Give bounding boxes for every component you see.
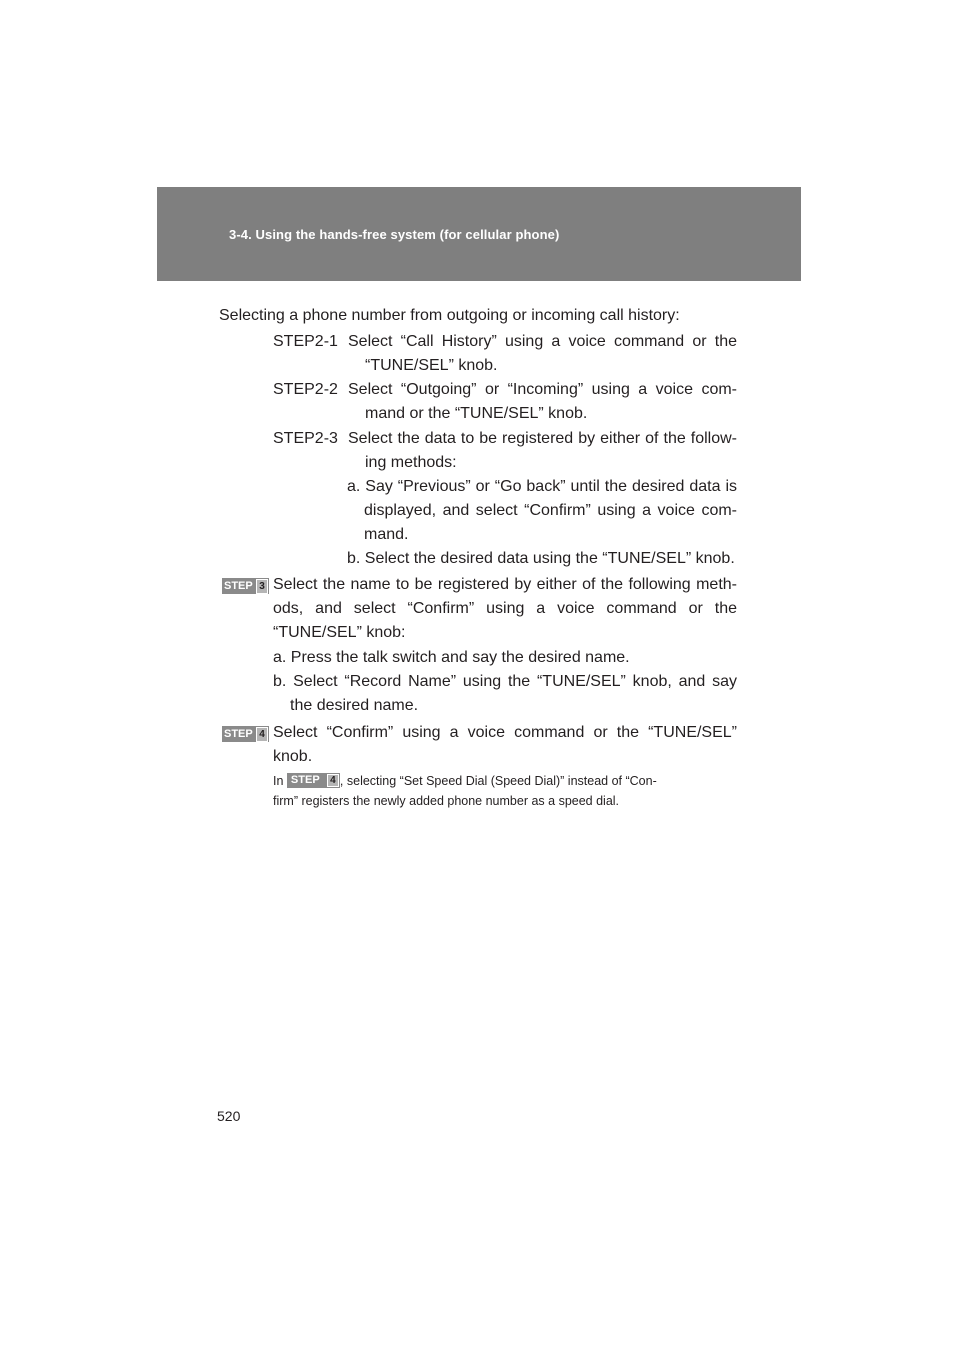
step2-3-line2: ing methods: (365, 454, 457, 471)
note-badge-number: 4 (327, 774, 339, 787)
note-badge-word: STEP (290, 774, 320, 786)
chapter-title: 3-4. Using the hands-free system (for cellular phone) (229, 227, 560, 242)
step3-badge (222, 578, 269, 594)
step3-option-b: b. Select “Record Name” using the “TUNE/SEL” knob, and say the desired name. (273, 673, 737, 714)
page-number: 520 (217, 1108, 241, 1124)
step2-1-line1: Select “Call History” using a voice command or the (348, 333, 737, 350)
step2-1-label: STEP2-1 (273, 333, 338, 350)
step4-badge-number: 4 (256, 727, 268, 742)
step2-2-label: STEP2-2 (273, 381, 338, 398)
step2-2-line2: mand or the “TUNE/SEL” knob. (365, 405, 588, 422)
step4-badge-word: STEP (224, 728, 253, 740)
step2-1-line2: “TUNE/SEL” knob. (365, 357, 498, 374)
step3-badge-word: STEP (224, 580, 253, 592)
step3-text: Select the name to be registered by either of the following meth-ods, and select “Confirm” using a voice command or the “TUNE/SEL” knob: (273, 576, 737, 641)
step4-text: Select “Confirm” using a voice command or the “TUNE/SEL” knob. (273, 724, 737, 765)
note-prefix: In (273, 774, 284, 788)
step2-2-line1: Select “Outgoing” or “Incoming” using a voice com- (348, 381, 737, 398)
step3-badge-number: 3 (256, 579, 268, 594)
note-step4-badge (287, 773, 340, 788)
step2-3-option-b: b. Select the desired data using the “TUNE/SEL” knob. (347, 550, 735, 567)
note-line1 (273, 771, 657, 791)
step2-3-label: STEP2-3 (273, 430, 338, 447)
step4-badge (222, 726, 269, 742)
note-line2: firm” registers the newly added phone number as a speed dial. (273, 794, 620, 808)
chapter-header (157, 187, 801, 281)
step3-option-a: a. Press the talk switch and say the desired name. (273, 649, 630, 666)
intro-text: Selecting a phone number from outgoing or incoming call history: (219, 307, 680, 324)
step2-3-line1: Select the data to be registered by either of the follow- (348, 430, 737, 447)
step2-3-option-a: a. Say “Previous” or “Go back” until the desired data is displayed, and select “Confirm” using a voice com-mand. (347, 478, 737, 543)
note-line1-rest: , selecting “Set Speed Dial (Speed Dial)” instead of “Con- (339, 774, 657, 788)
